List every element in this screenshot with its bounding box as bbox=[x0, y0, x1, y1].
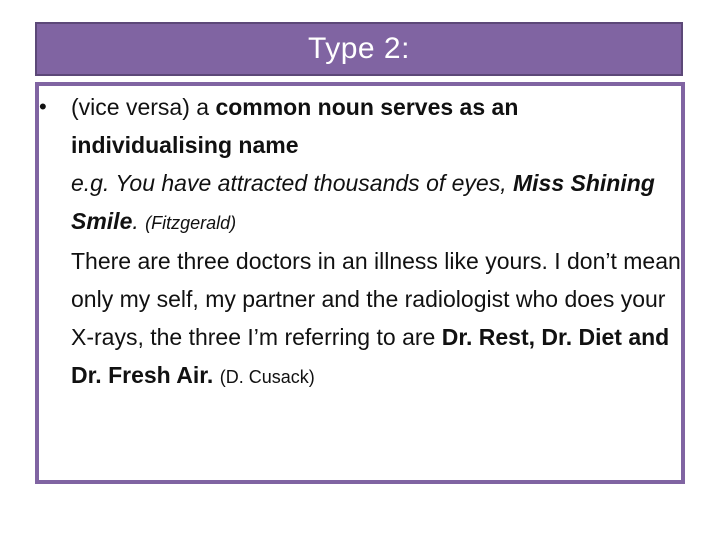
bullet-bold-text: common noun serves as an individualising name bbox=[71, 94, 519, 158]
title-bar bbox=[35, 22, 683, 76]
example-two bbox=[37, 242, 683, 396]
example-one-text: e.g. You have attracted thousands of eyes, bbox=[71, 170, 513, 196]
example-two-text: There are three doctors in an illness like yours. I don’t mean only my self, my partner and the radiologist who does your X-rays, the three I’m referring to are bbox=[71, 248, 681, 350]
example-one-source: (Fitzgerald) bbox=[145, 213, 237, 233]
example-two-source: (D. Cusack) bbox=[219, 367, 315, 387]
slide-title: Type 2: bbox=[308, 32, 410, 65]
content-body bbox=[37, 88, 683, 396]
example-two-bold: Dr. Rest, Dr. Diet and Dr. Fresh Air. bbox=[71, 324, 670, 388]
example-one bbox=[37, 164, 683, 242]
example-one-end: . bbox=[132, 208, 139, 234]
example-one-bold: Miss Shining Smile bbox=[71, 170, 655, 234]
bullet-point bbox=[37, 88, 683, 164]
bullet-plain-text: (vice versa) a bbox=[71, 94, 216, 120]
bullet-marker: • bbox=[39, 94, 47, 119]
